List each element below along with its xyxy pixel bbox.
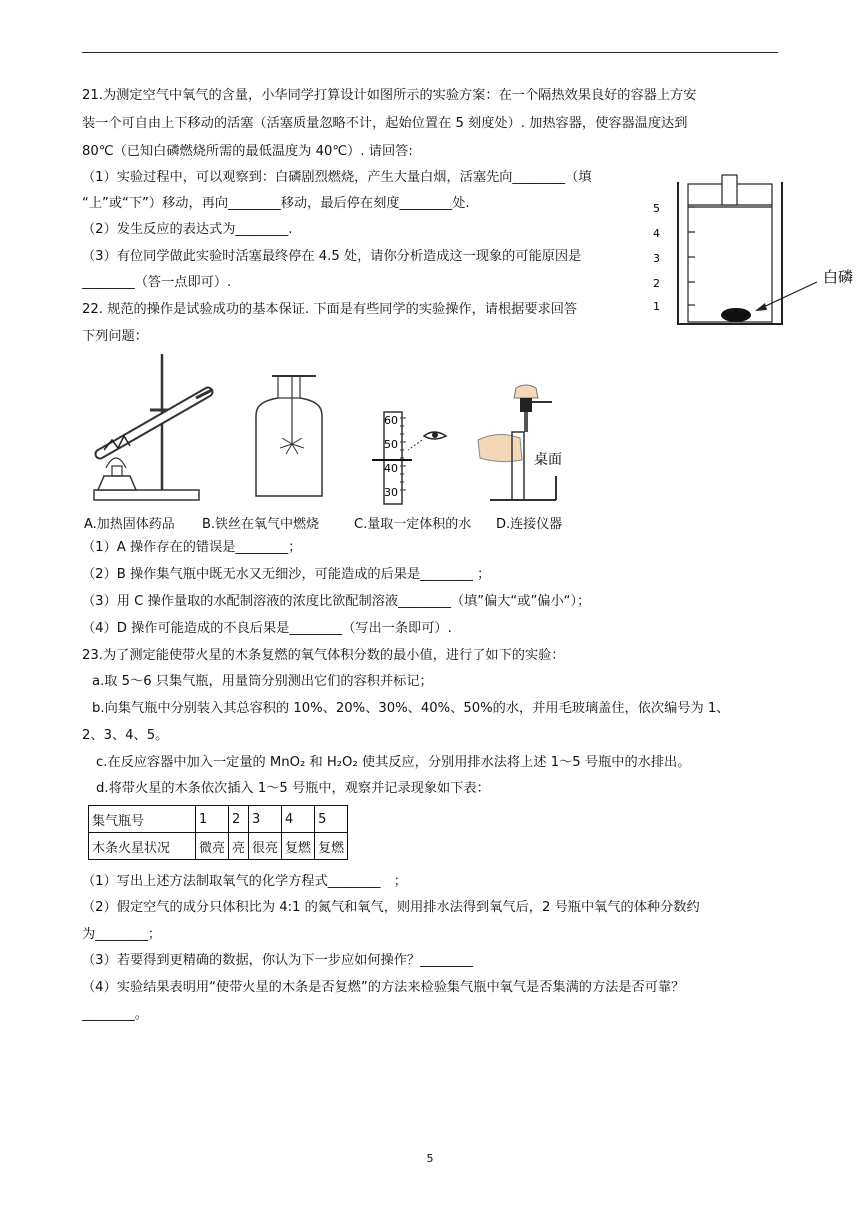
q21-sub3-line1: （3）有位同学做此实验时活塞最终停在 4.5 处，请你分析造成这一现象的可能原因是 (82, 249, 582, 264)
caption-a: A.加热固体药品 (84, 517, 175, 532)
table-cell: 3 (249, 806, 282, 833)
q23-sub2-line2: 为________； (82, 927, 162, 942)
table-cell: 木条火星状况 (89, 833, 196, 860)
q21-sub2: （2）发生反应的表达式为________. (82, 222, 293, 237)
white-phosphorus-label: 白磷 (823, 268, 854, 286)
cylinder-tick: 50 (384, 438, 398, 451)
q22-sub3: （3）用 C 操作量取的水配制溶液的浓度比欲配制溶液________（填”偏大“或”偏小“）； (82, 594, 591, 609)
scale-tick: 2 (653, 277, 660, 290)
scale-tick: 1 (653, 300, 660, 313)
table-row (89, 833, 348, 860)
q21-sub1-line2: “上”或“下”）移动，再向________移动，最后停在刻度________处. (82, 196, 470, 211)
table-cell: 1 (196, 806, 229, 833)
operation-d-connecting-figure (470, 380, 580, 510)
table-cell: 复燃 (282, 833, 315, 860)
q23-step-b-line2: 2、3、4、5。 (82, 728, 169, 743)
desk-label: 桌面 (534, 452, 562, 468)
observation-table (88, 805, 348, 860)
cylinder-tick: 60 (384, 414, 398, 427)
q23-sub3: （3）若要得到更精确的数据，你认为下一步应如何操作？________ (82, 953, 473, 968)
white-phosphorus (721, 308, 751, 322)
table-cell: 集气瓶号 (89, 806, 196, 833)
cylinder-tick: 30 (384, 486, 398, 499)
table-cell: 亮 (229, 833, 249, 860)
caption-c: C.量取一定体积的水 (354, 517, 472, 532)
phosphorus-container-figure (645, 172, 860, 332)
scale-tick: 5 (653, 202, 660, 215)
table-cell: 很亮 (249, 833, 282, 860)
q21-sub3-line2: ________（答一点即可）. (82, 275, 232, 290)
piston-rod (722, 175, 737, 205)
cylinder-tick: 40 (384, 462, 398, 475)
q22-line2: 下列问题： (82, 329, 148, 344)
operation-c-cylinder-figure (372, 404, 462, 512)
table-cell: 复燃 (315, 833, 348, 860)
scale-tick: 4 (653, 227, 660, 240)
table-row (89, 806, 348, 833)
q22-line1: 22. 规范的操作是试验成功的基本保证. 下面是有些同学的实验操作，请根据要求回答 (82, 302, 578, 317)
caption-b: B.铁丝在氧气中燃烧 (202, 517, 320, 532)
table-cell: 5 (315, 806, 348, 833)
q23-step-c: c.在反应容器中加入一定量的 MnO₂ 和 H₂O₂ 使其反应，分别用排水法将上述 1～5 号瓶中的水排出。 (96, 755, 691, 770)
q23-sub4-line2: ________。 (82, 1007, 148, 1022)
q21-line2: 装一个可自由上下移动的活塞（活塞质量忽略不计，起始位置在 5 刻度处）. 加热容器，使容器温度达到 (82, 116, 688, 131)
q21-line1: 21.为测定空气中氧气的含量，小华同学打算设计如图所示的实验方案：在一个隔热效果良好的容器上方安 (82, 88, 697, 103)
q22-sub4: （4）D 操作可能造成的不良后果是________（写出一条即可）. (82, 621, 452, 636)
scale-tick: 3 (653, 252, 660, 265)
q22-sub1: （1）A 操作存在的错误是________； (82, 540, 302, 555)
operation-a-heating-figure (86, 350, 221, 510)
q21-sub1-line1: （1）实验过程中，可以观察到：白磷剧烈燃烧，产生大量白烟，活塞先向________（填 (82, 170, 592, 185)
q23-sub1: （1）写出上述方法制取氧气的化学方程式________ ； (82, 874, 407, 889)
q23-line1: 23.为了测定能使带火星的木条复燃的氧气体积分数的最小值，进行了如下的实验： (82, 648, 565, 663)
header-rule (82, 52, 778, 53)
q23-sub4-line1: （4）实验结果表明用“使带火星的木条是否复燃”的方法来检验集气瓶中氧气是否集满的方法是否可靠？ (82, 980, 685, 995)
q21-line3: 80℃（已知白磷燃烧所需的最低温度为 40℃）. 请回答: (82, 144, 413, 159)
q23-sub2-line1: （2）假定空气的成分只体积比为 4:1 的氮气和氧气，则用排水法得到氧气后，2 号瓶中氧气的体种分数约 (82, 900, 700, 915)
q22-sub2: （2）B 操作集气瓶中既无水又无细沙，可能造成的后果是________ ； (82, 567, 491, 582)
q23-step-b-line1: b.向集气瓶中分别装入其总容积的 10%、20%、30%、40%、50%的水，并用毛玻璃盖住，依次编号为 1、 (92, 701, 730, 716)
q23-step-a: a.取 5～6 只集气瓶，用量筒分别测出它们的容积并标记； (92, 674, 433, 689)
q23-step-d: d.将带火星的木条依次插入 1～5 号瓶中，观察并记录现象如下表： (96, 781, 490, 796)
caption-d: D.连接仪器 (496, 517, 563, 532)
page-number: 5 (426, 1152, 434, 1165)
table-cell: 2 (229, 806, 249, 833)
operation-b-iron-wire-figure (244, 352, 334, 512)
table-cell: 4 (282, 806, 315, 833)
table-cell: 微亮 (196, 833, 229, 860)
